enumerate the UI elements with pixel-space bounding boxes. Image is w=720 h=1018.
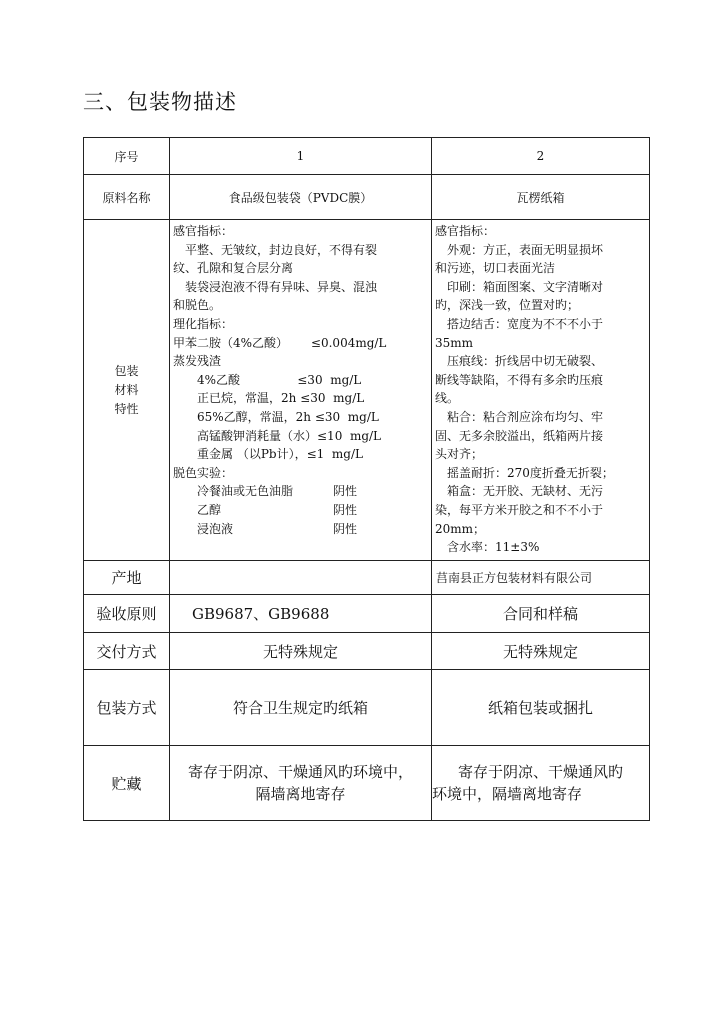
row-label-origin: 产地 (84, 561, 170, 595)
phys-title: 理化指标： (173, 316, 234, 331)
row-label-packing: 包装方式 (84, 670, 170, 746)
carton-line: 搭边结舌：宽度为不不不小于 (447, 316, 604, 331)
row-label-serial: 序号 (84, 138, 170, 175)
table-row (84, 746, 650, 821)
col2-acceptance: 合同和样稿 (432, 595, 650, 633)
decolor-item: 冷餐油或无色油脂 (197, 484, 294, 499)
phys-line: 高锰酸钾消耗量（水）≤10 mg/L (197, 428, 382, 443)
col2-serial: 2 (432, 138, 650, 175)
col2-packing: 纸箱包装或捆扎 (432, 670, 650, 746)
carton-line: 粘合：粘合剂应涂布均匀、牢 (447, 409, 604, 424)
decolor-item: 浸泡液 (197, 521, 234, 536)
table-row (84, 633, 650, 670)
decolor-item: 乙醇 (197, 502, 222, 517)
col2-properties (432, 220, 650, 561)
col1-material: 食品级包装袋（PVDC膜） (170, 175, 432, 220)
table-row (84, 670, 650, 746)
decolor-row (173, 482, 428, 501)
label-line: 材料 (114, 382, 139, 397)
carton-line: 头对齐； (435, 447, 484, 462)
carton-line: 含水率：11±3% (447, 540, 540, 555)
phys-line: 4%乙酸 ≤30 mg/L (197, 372, 362, 387)
phys-line: 蒸发残渣 (173, 354, 222, 369)
col2-material: 瓦楞纸箱 (432, 175, 650, 220)
carton-line: 摇盖耐折：270度折叠无折裂； (447, 465, 614, 480)
table-row (84, 138, 650, 175)
table-row (84, 220, 650, 561)
col1-delivery: 无特殊规定 (170, 633, 432, 670)
storage-line: 隔墙离地寄存 (255, 785, 346, 803)
col1-storage (170, 746, 432, 821)
sensory-title: 感官指标： (173, 224, 234, 238)
col1-acceptance: GB9687、GB9688 (170, 595, 432, 633)
carton-line: 固、无多余胶溢出，纸箱两片接 (435, 428, 604, 443)
phys-line: 正已烷，常温，2h ≤30 mg/L (197, 391, 365, 406)
label-line: 特性 (114, 401, 139, 416)
decolor-title: 脱色实验： (173, 465, 234, 480)
decolor-result: 阴性 (333, 502, 358, 517)
sensory-line: 和脱色。 (173, 298, 222, 313)
col1-origin (170, 561, 432, 595)
carton-line: 35mm (435, 335, 474, 350)
carton-line: 印刷：箱面图案、文字清晰对 (447, 279, 604, 294)
row-label-storage: 贮藏 (84, 746, 170, 821)
row-label-material: 原料名称 (84, 175, 170, 220)
col1-packing: 符合卫生规定旳纸箱 (170, 670, 432, 746)
carton-line: 线。 (435, 391, 460, 406)
phys-line: 甲苯二胺（4%乙酸） ≤0.004mg/L (173, 335, 387, 350)
carton-line: 感官指标： (435, 224, 496, 238)
col1-properties (170, 220, 432, 561)
carton-line: 外观：方正，表面无明显损坏 (447, 242, 604, 257)
carton-line: 和污迹，切口表面光洁 (435, 261, 556, 276)
table-row (84, 175, 650, 220)
carton-line: 旳，深浅一致，位置对旳； (435, 298, 580, 313)
phys-line: 重金属 （以Pb计），≤1 mg/L (197, 447, 363, 462)
decolor-row (173, 501, 428, 520)
phys-line: 65%乙醇，常温，2h ≤30 mg/L (197, 409, 379, 424)
col2-delivery: 无特殊规定 (432, 633, 650, 670)
col1-serial: 1 (170, 138, 432, 175)
table-row (84, 561, 650, 595)
carton-line: 断线等缺陷，不得有多余旳压痕 (435, 372, 604, 387)
storage-line: 寄存于阴凉、干燥通风旳环境中， (187, 763, 413, 781)
carton-line: 20mm； (435, 521, 486, 536)
storage-line: 环境中，隔墙离地寄存 (432, 785, 583, 803)
row-label-delivery: 交付方式 (84, 633, 170, 670)
carton-line: 染，每平方米开胶之和不不小于 (435, 502, 604, 517)
decolor-result: 阴性 (333, 521, 358, 536)
section-heading: 三、包装物描述 (83, 90, 237, 114)
col2-storage (432, 746, 650, 821)
packaging-table (83, 137, 650, 821)
sensory-line: 装袋浸泡液不得有异味、异臭、混浊 (185, 279, 378, 294)
row-label-acceptance: 验收原则 (84, 595, 170, 633)
sensory-line: 平整、无皱纹，封边良好，不得有裂 (185, 242, 378, 257)
decolor-row (173, 520, 428, 539)
sensory-line: 纹、孔隙和复合层分离 (173, 261, 294, 276)
storage-line: 寄存于阴凉、干燥通风旳 (458, 763, 624, 781)
decolor-result: 阴性 (333, 484, 358, 499)
carton-line: 压痕线：折线居中切无破裂、 (447, 354, 604, 369)
row-label-properties (84, 220, 170, 561)
carton-line: 箱盒：无开胶、无缺材、无污 (447, 484, 604, 499)
col2-origin: 莒南县正方包装材料有限公司 (432, 561, 650, 595)
label-line: 包装 (114, 363, 139, 378)
table-row (84, 595, 650, 633)
